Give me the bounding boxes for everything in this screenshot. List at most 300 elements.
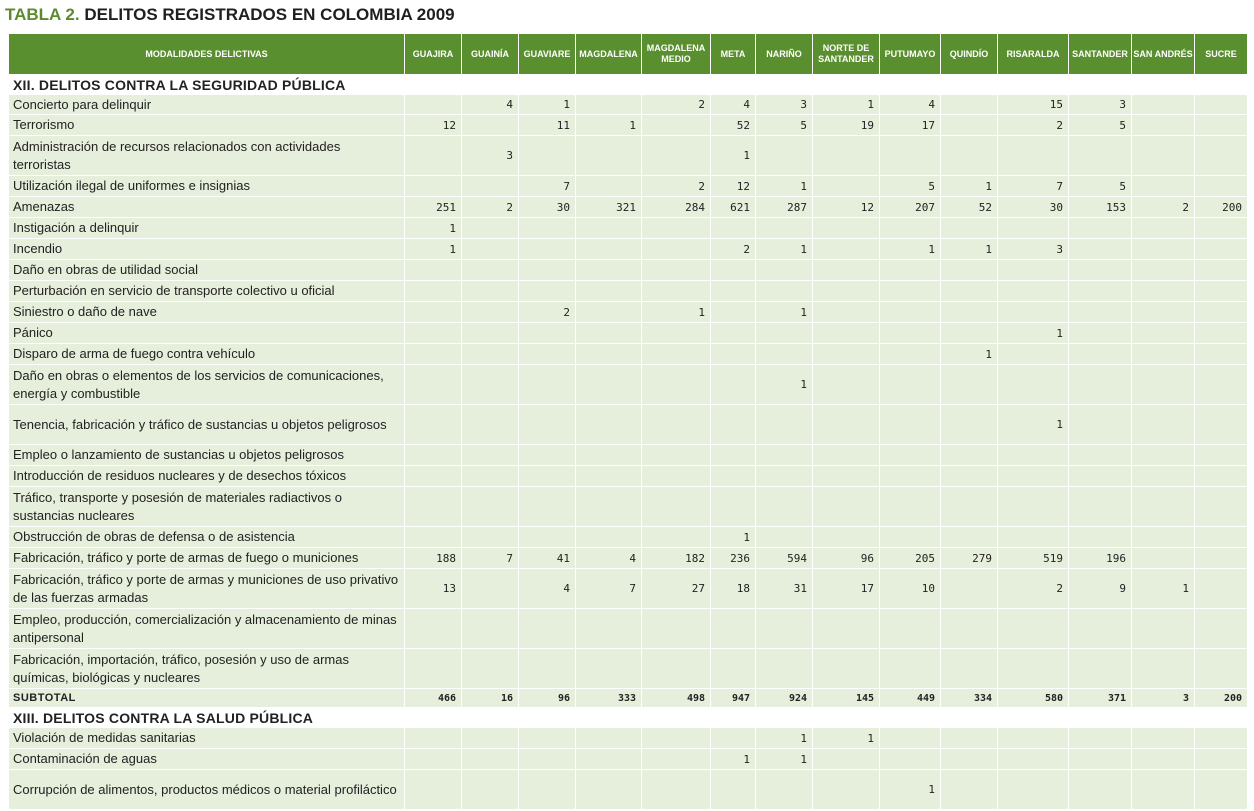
value-cell xyxy=(1195,176,1248,197)
table-row xyxy=(9,115,1248,136)
value-cell: 2 xyxy=(998,569,1069,609)
row-label: Amenazas xyxy=(9,197,405,218)
value-cell xyxy=(941,728,998,749)
value-cell xyxy=(1132,176,1195,197)
value-cell: 251 xyxy=(405,197,462,218)
value-cell xyxy=(711,770,756,810)
value-cell xyxy=(642,405,711,445)
value-cell xyxy=(813,365,880,405)
value-cell xyxy=(880,281,941,302)
value-cell: 52 xyxy=(941,197,998,218)
value-cell: 621 xyxy=(711,197,756,218)
value-cell: 182 xyxy=(642,548,711,569)
value-cell: 4 xyxy=(576,548,642,569)
value-cell xyxy=(462,749,519,770)
value-cell xyxy=(813,136,880,176)
value-cell xyxy=(462,728,519,749)
value-cell xyxy=(1132,95,1195,115)
value-cell xyxy=(880,749,941,770)
table-row xyxy=(9,770,1248,810)
value-cell: 321 xyxy=(576,197,642,218)
value-cell xyxy=(756,218,813,239)
value-cell: 1 xyxy=(756,365,813,405)
value-cell xyxy=(880,728,941,749)
value-cell: 41 xyxy=(519,548,576,569)
value-cell xyxy=(711,344,756,365)
value-cell: 12 xyxy=(813,197,880,218)
value-cell xyxy=(880,260,941,281)
value-cell xyxy=(642,260,711,281)
value-cell xyxy=(1195,281,1248,302)
value-cell xyxy=(405,281,462,302)
value-cell: 284 xyxy=(642,197,711,218)
value-cell xyxy=(462,365,519,405)
value-cell xyxy=(1132,323,1195,344)
value-cell: 145 xyxy=(813,689,880,708)
value-cell: 3 xyxy=(1132,689,1195,708)
value-cell: 1 xyxy=(813,728,880,749)
row-label: Terrorismo xyxy=(9,115,405,136)
value-cell: 1 xyxy=(711,749,756,770)
value-cell: 1 xyxy=(756,176,813,197)
column-header: QUINDÍO xyxy=(941,34,998,75)
value-cell xyxy=(756,609,813,649)
value-cell xyxy=(642,323,711,344)
value-cell xyxy=(1069,649,1132,689)
value-cell xyxy=(880,487,941,527)
value-cell xyxy=(642,365,711,405)
value-cell xyxy=(405,649,462,689)
value-cell xyxy=(1069,466,1132,487)
value-cell xyxy=(405,344,462,365)
value-cell: 1 xyxy=(405,218,462,239)
value-cell xyxy=(405,365,462,405)
value-cell xyxy=(405,176,462,197)
value-cell xyxy=(880,218,941,239)
value-cell: 1 xyxy=(756,728,813,749)
value-cell xyxy=(711,405,756,445)
value-cell: 1 xyxy=(813,95,880,115)
value-cell xyxy=(1069,749,1132,770)
value-cell: 1 xyxy=(405,239,462,260)
column-header-modalidades: MODALIDADES DELICTIVAS xyxy=(9,34,405,75)
value-cell xyxy=(519,487,576,527)
value-cell xyxy=(998,749,1069,770)
value-cell xyxy=(998,728,1069,749)
value-cell xyxy=(1069,405,1132,445)
value-cell xyxy=(519,218,576,239)
value-cell: 1 xyxy=(756,302,813,323)
value-cell: 2 xyxy=(998,115,1069,136)
value-cell xyxy=(1069,609,1132,649)
value-cell: 5 xyxy=(1069,115,1132,136)
value-cell xyxy=(519,344,576,365)
value-cell xyxy=(1195,115,1248,136)
value-cell xyxy=(405,445,462,466)
value-cell xyxy=(998,365,1069,405)
value-cell: 3 xyxy=(756,95,813,115)
value-cell xyxy=(711,649,756,689)
value-cell: 2 xyxy=(642,95,711,115)
value-cell xyxy=(813,281,880,302)
row-label: SUBTOTAL xyxy=(9,689,405,708)
value-cell xyxy=(576,487,642,527)
value-cell: 16 xyxy=(462,689,519,708)
value-cell xyxy=(941,466,998,487)
value-cell xyxy=(1132,218,1195,239)
value-cell xyxy=(1132,405,1195,445)
value-cell: 27 xyxy=(642,569,711,609)
value-cell xyxy=(1195,569,1248,609)
value-cell: 466 xyxy=(405,689,462,708)
value-cell xyxy=(1195,749,1248,770)
value-cell xyxy=(642,728,711,749)
value-cell xyxy=(519,527,576,548)
section-header-row xyxy=(9,708,1248,728)
value-cell xyxy=(642,527,711,548)
table-row xyxy=(9,569,1248,609)
value-cell xyxy=(576,405,642,445)
value-cell xyxy=(813,302,880,323)
value-cell: 3 xyxy=(1069,95,1132,115)
value-cell xyxy=(576,466,642,487)
value-cell xyxy=(405,95,462,115)
value-cell xyxy=(813,770,880,810)
row-label: Introducción de residuos nucleares y de desechos tóxicos xyxy=(9,466,405,487)
value-cell: 2 xyxy=(642,176,711,197)
value-cell: 519 xyxy=(998,548,1069,569)
table-row xyxy=(9,487,1248,527)
value-cell: 1 xyxy=(756,749,813,770)
value-cell xyxy=(642,136,711,176)
value-cell xyxy=(941,609,998,649)
value-cell xyxy=(642,770,711,810)
value-cell xyxy=(576,302,642,323)
row-label: Fabricación, importación, tráfico, posesión y uso de armas químicas, biológicas y nucleares xyxy=(9,649,405,689)
value-cell xyxy=(998,466,1069,487)
value-cell xyxy=(462,115,519,136)
value-cell: 12 xyxy=(711,176,756,197)
value-cell xyxy=(405,487,462,527)
value-cell xyxy=(711,728,756,749)
value-cell xyxy=(756,405,813,445)
value-cell: 96 xyxy=(813,548,880,569)
value-cell xyxy=(462,445,519,466)
value-cell: 18 xyxy=(711,569,756,609)
value-cell xyxy=(576,445,642,466)
column-header: GUAJIRA xyxy=(405,34,462,75)
table-row xyxy=(9,445,1248,466)
table-row xyxy=(9,466,1248,487)
value-cell: 3 xyxy=(462,136,519,176)
row-label: Disparo de arma de fuego contra vehículo xyxy=(9,344,405,365)
value-cell xyxy=(941,302,998,323)
value-cell xyxy=(462,281,519,302)
value-cell: 13 xyxy=(405,569,462,609)
value-cell xyxy=(813,323,880,344)
value-cell xyxy=(1195,260,1248,281)
value-cell xyxy=(998,302,1069,323)
value-cell xyxy=(813,649,880,689)
value-cell xyxy=(880,344,941,365)
value-cell xyxy=(576,649,642,689)
header-row xyxy=(9,34,1248,75)
value-cell xyxy=(711,445,756,466)
value-cell xyxy=(941,749,998,770)
value-cell xyxy=(1069,487,1132,527)
value-cell: 7 xyxy=(998,176,1069,197)
value-cell: 1 xyxy=(998,405,1069,445)
value-cell xyxy=(576,136,642,176)
value-cell xyxy=(998,136,1069,176)
row-label: Violación de medidas sanitarias xyxy=(9,728,405,749)
value-cell xyxy=(1069,260,1132,281)
value-cell xyxy=(1069,445,1132,466)
value-cell: 1 xyxy=(941,176,998,197)
value-cell xyxy=(576,770,642,810)
row-label: Corrupción de alimentos, productos médicos o material profiláctico xyxy=(9,770,405,810)
value-cell xyxy=(756,445,813,466)
value-cell: 1 xyxy=(642,302,711,323)
value-cell xyxy=(405,728,462,749)
column-header: PUTUMAYO xyxy=(880,34,941,75)
value-cell: 5 xyxy=(1069,176,1132,197)
value-cell: 19 xyxy=(813,115,880,136)
row-label: Perturbación en servicio de transporte colectivo u oficial xyxy=(9,281,405,302)
value-cell xyxy=(405,749,462,770)
value-cell xyxy=(756,770,813,810)
value-cell: 2 xyxy=(462,197,519,218)
value-cell xyxy=(642,239,711,260)
value-cell xyxy=(642,445,711,466)
value-cell xyxy=(462,569,519,609)
value-cell xyxy=(1195,609,1248,649)
value-cell xyxy=(756,281,813,302)
value-cell: 15 xyxy=(998,95,1069,115)
value-cell xyxy=(998,218,1069,239)
value-cell xyxy=(576,281,642,302)
value-cell xyxy=(1195,365,1248,405)
value-cell: 1 xyxy=(941,344,998,365)
value-cell xyxy=(519,466,576,487)
value-cell xyxy=(1195,239,1248,260)
value-cell xyxy=(1132,445,1195,466)
value-cell xyxy=(462,649,519,689)
value-cell xyxy=(1069,302,1132,323)
value-cell xyxy=(576,527,642,548)
value-cell: 1 xyxy=(711,527,756,548)
value-cell xyxy=(462,527,519,548)
value-cell: 1 xyxy=(1132,569,1195,609)
value-cell xyxy=(813,466,880,487)
value-cell xyxy=(756,649,813,689)
value-cell xyxy=(1132,609,1195,649)
value-cell xyxy=(462,239,519,260)
value-cell: 207 xyxy=(880,197,941,218)
value-cell xyxy=(998,770,1069,810)
value-cell xyxy=(941,218,998,239)
table-row xyxy=(9,302,1248,323)
value-cell xyxy=(711,260,756,281)
value-cell xyxy=(941,569,998,609)
value-cell xyxy=(519,749,576,770)
value-cell xyxy=(1069,770,1132,810)
value-cell xyxy=(756,466,813,487)
value-cell xyxy=(711,281,756,302)
value-cell: 4 xyxy=(462,95,519,115)
value-cell xyxy=(998,649,1069,689)
table-title xyxy=(5,3,455,27)
value-cell xyxy=(462,487,519,527)
value-cell xyxy=(1195,487,1248,527)
value-cell xyxy=(462,770,519,810)
row-label: Administración de recursos relacionados con actividades terroristas xyxy=(9,136,405,176)
value-cell xyxy=(941,445,998,466)
value-cell: 200 xyxy=(1195,689,1248,708)
value-cell xyxy=(880,527,941,548)
value-cell: 3 xyxy=(998,239,1069,260)
table-row xyxy=(9,405,1248,445)
column-header: GUAVIARE xyxy=(519,34,576,75)
column-header: GUAINÍA xyxy=(462,34,519,75)
value-cell xyxy=(1069,136,1132,176)
value-cell xyxy=(519,609,576,649)
table-row xyxy=(9,95,1248,115)
value-cell xyxy=(642,344,711,365)
value-cell xyxy=(1132,770,1195,810)
value-cell: 9 xyxy=(1069,569,1132,609)
value-cell: 1 xyxy=(756,239,813,260)
value-cell xyxy=(711,323,756,344)
value-cell: 7 xyxy=(462,548,519,569)
value-cell xyxy=(813,487,880,527)
subtotal-row xyxy=(9,689,1248,708)
value-cell xyxy=(1195,218,1248,239)
value-cell: 279 xyxy=(941,548,998,569)
value-cell: 31 xyxy=(756,569,813,609)
value-cell xyxy=(1195,323,1248,344)
value-cell xyxy=(1132,344,1195,365)
value-cell xyxy=(576,609,642,649)
value-cell: 30 xyxy=(998,197,1069,218)
row-label: Fabricación, tráfico y porte de armas y municiones de uso privativo de las fuerzas armadas xyxy=(9,569,405,609)
value-cell: 924 xyxy=(756,689,813,708)
value-cell xyxy=(405,770,462,810)
value-cell: 52 xyxy=(711,115,756,136)
value-cell: 12 xyxy=(405,115,462,136)
value-cell xyxy=(1195,405,1248,445)
value-cell xyxy=(711,218,756,239)
value-cell: 287 xyxy=(756,197,813,218)
value-cell: 333 xyxy=(576,689,642,708)
value-cell xyxy=(941,136,998,176)
value-cell xyxy=(1195,548,1248,569)
value-cell xyxy=(642,281,711,302)
value-cell xyxy=(880,466,941,487)
value-cell xyxy=(1132,239,1195,260)
value-cell: 580 xyxy=(998,689,1069,708)
value-cell xyxy=(941,405,998,445)
value-cell xyxy=(880,609,941,649)
table-body xyxy=(9,75,1248,810)
value-cell xyxy=(1195,466,1248,487)
row-label: Tenencia, fabricación y tráfico de sustancias u objetos peligrosos xyxy=(9,405,405,445)
row-label: Contaminación de aguas xyxy=(9,749,405,770)
value-cell xyxy=(1195,527,1248,548)
value-cell xyxy=(998,260,1069,281)
value-cell xyxy=(941,115,998,136)
value-cell xyxy=(880,323,941,344)
value-cell xyxy=(405,323,462,344)
value-cell xyxy=(576,239,642,260)
column-header: MAGDALENA MEDIO xyxy=(642,34,711,75)
value-cell xyxy=(519,281,576,302)
value-cell: 947 xyxy=(711,689,756,708)
value-cell xyxy=(462,466,519,487)
value-cell xyxy=(941,95,998,115)
value-cell xyxy=(1132,649,1195,689)
value-cell xyxy=(462,176,519,197)
value-cell xyxy=(519,649,576,689)
value-cell xyxy=(941,770,998,810)
value-cell xyxy=(1132,548,1195,569)
value-cell xyxy=(519,770,576,810)
value-cell xyxy=(1069,365,1132,405)
value-cell xyxy=(1195,728,1248,749)
value-cell xyxy=(1195,95,1248,115)
value-cell xyxy=(519,260,576,281)
table-row xyxy=(9,609,1248,649)
value-cell xyxy=(1195,344,1248,365)
value-cell xyxy=(941,649,998,689)
table-row xyxy=(9,218,1248,239)
section-title: XIII. DELITOS CONTRA LA SALUD PÚBLICA xyxy=(9,708,1248,728)
value-cell xyxy=(576,95,642,115)
value-cell xyxy=(462,260,519,281)
value-cell xyxy=(642,218,711,239)
value-cell: 7 xyxy=(519,176,576,197)
table-row xyxy=(9,649,1248,689)
value-cell xyxy=(941,365,998,405)
value-cell xyxy=(1195,302,1248,323)
value-cell xyxy=(813,239,880,260)
table-row xyxy=(9,749,1248,770)
value-cell: 1 xyxy=(576,115,642,136)
value-cell xyxy=(1132,302,1195,323)
value-cell xyxy=(711,365,756,405)
value-cell xyxy=(576,344,642,365)
value-cell: 10 xyxy=(880,569,941,609)
column-header: RISARALDA xyxy=(998,34,1069,75)
value-cell: 30 xyxy=(519,197,576,218)
value-cell xyxy=(813,405,880,445)
value-cell xyxy=(1132,466,1195,487)
value-cell: 11 xyxy=(519,115,576,136)
value-cell xyxy=(1069,323,1132,344)
column-header: NARIÑO xyxy=(756,34,813,75)
table-row xyxy=(9,527,1248,548)
value-cell xyxy=(998,609,1069,649)
value-cell xyxy=(1132,115,1195,136)
section-header-row xyxy=(9,75,1248,95)
value-cell xyxy=(880,445,941,466)
value-cell: 1 xyxy=(519,95,576,115)
value-cell xyxy=(642,115,711,136)
value-cell: 2 xyxy=(519,302,576,323)
value-cell xyxy=(519,405,576,445)
row-label: Pánico xyxy=(9,323,405,344)
value-cell xyxy=(462,302,519,323)
